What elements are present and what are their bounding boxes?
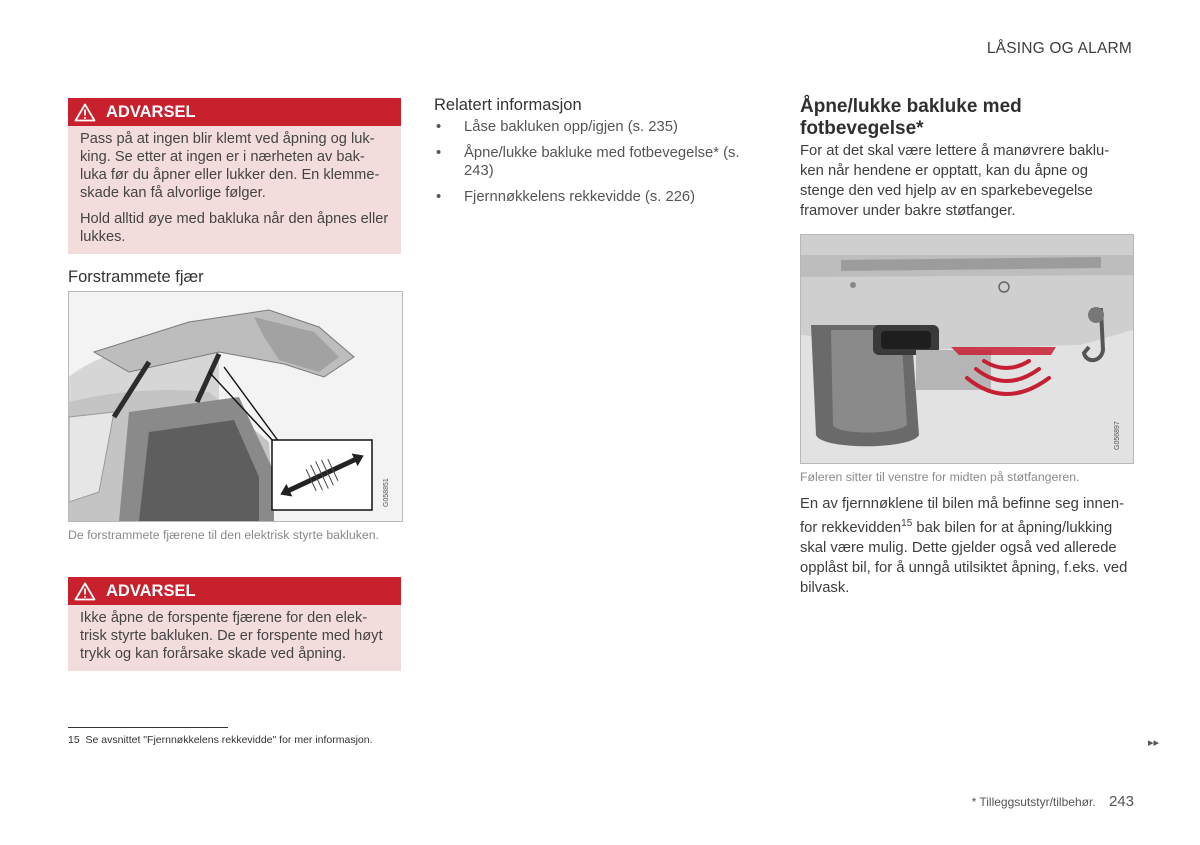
footer-note: * Tilleggsutstyr/tilbehør. [971, 795, 1096, 809]
page-number: 243 [1108, 793, 1134, 810]
related-list [434, 118, 744, 214]
related-link[interactable]: • Åpne/lukke bakluke med fotbevegelse* (s. 243) [434, 144, 744, 180]
warning-title: ADVARSEL [106, 102, 196, 121]
warning-text: Hold alltid øye med bakluka når den åpnes eller lukkes. [80, 211, 389, 245]
warning-triangle-icon [74, 582, 96, 601]
warning-title: ADVARSEL [106, 581, 196, 600]
warning-triangle-icon [74, 103, 96, 122]
rear-bumper-sensor-illustration [800, 234, 1134, 464]
foot-section-body [800, 494, 1132, 598]
figure-code: G058851 [383, 478, 390, 507]
warning-header [68, 98, 401, 126]
footnote-text: Se avsnittet "Fjernnøkkelens rekkevidde" for mer informasjon. [85, 734, 373, 746]
footnote [68, 734, 373, 746]
body-text: bak bilen for at åpning/lukking skal være mulig. Dette gjelder også ved allerede opplåst bil, for å unngå utilsiktet åpning, f.eks. ved bilvask. [800, 519, 1128, 596]
footnote-number: 15 [68, 734, 80, 746]
foot-section-intro: For at det skal være lettere å manøvrere baklu-ken når hendene er opptatt, kan du åpne og stenge den ved hjelp av en sparkebevegelse framover under bakre støtfanger. [800, 143, 1110, 219]
body-text: En av fjernnøklene til bilen må befinne seg innen-for rekkevidden [800, 496, 1125, 536]
figure-caption: Føleren sitter til venstre for midten på støtfangeren. [800, 470, 1080, 484]
continue-arrows-icon: ▸▸ [1148, 737, 1160, 749]
foot-section-heading: Åpne/lukke bakluke med fotbevegelse* [800, 96, 1022, 139]
warning-box-2 [68, 577, 401, 671]
warning-header [68, 577, 401, 605]
warning-text: Pass på at ingen blir klemt ved åpning og luk-king. Se etter at ingen er i nærheten av bak-luka før du åpner eller lukker den. En klemme-skade kan få alvorlige følger. [80, 131, 380, 201]
footnote-rule [68, 727, 228, 728]
spring-heading: Forstrammete fjær [68, 268, 204, 286]
related-link[interactable]: • Låse bakluken opp/igjen (s. 235) [434, 118, 744, 136]
warning-box-1 [68, 98, 401, 254]
related-link[interactable]: • Fjernnøkkelens rekkevidde (s. 226) [434, 188, 744, 206]
figure-code: G056897 [1114, 421, 1121, 450]
tailgate-spring-illustration [68, 291, 403, 522]
page-footer [972, 793, 1134, 810]
warning-text: Ikke åpne de forspente fjærene for den elek-trisk styrte bakluken. De er forspente med høyt trykk og kan forårsake skade ved åpning. [80, 610, 383, 662]
figure-caption: De forstrammete fjærene til den elektrisk styrte bakluken. [68, 528, 379, 542]
related-heading: Relatert informasjon [434, 96, 582, 114]
section-header: LÅSING OG ALARM [986, 40, 1132, 57]
footnote-reference[interactable]: 15 [901, 518, 913, 529]
